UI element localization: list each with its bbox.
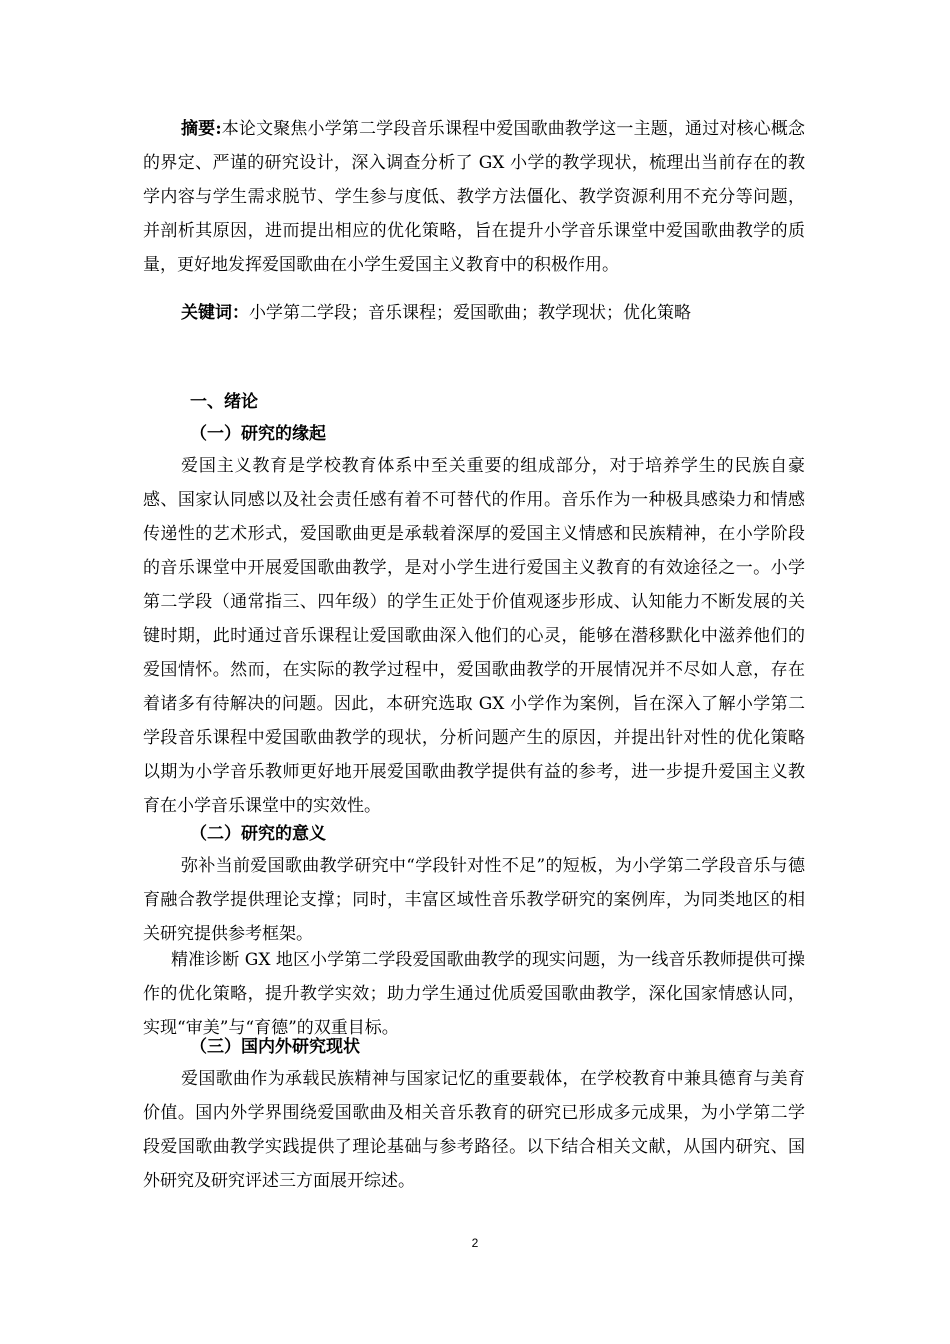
research-status-paragraph: 爱国歌曲作为承载民族精神与国家记忆的重要载体，在学校教育中兼具德育与美育价值。国内外学界围绕爱国歌曲及相关音乐教育的研究已形成多元成果，为小学第二学段爱国歌曲教学实践提供了理论基础与参考路径。以下结合相关文献，从国内研究、国外研究及研究评述三方面展开综述。 — [143, 1069, 805, 1191]
keywords-label: 关键词： — [181, 303, 249, 323]
page-number: 2 — [471, 1236, 479, 1250]
keywords-paragraph — [143, 296, 805, 330]
keywords-text: 小学第二学段；音乐课程；爱国歌曲；教学现状；优化策略 — [249, 303, 691, 323]
subsection-heading-research-status: （三）国内外研究现状 — [190, 1037, 360, 1057]
abstract-label: 摘要: — [181, 119, 222, 139]
origin-paragraph: 爱国主义教育是学校教育体系中至关重要的组成部分，对于培养学生的民族自豪感、国家认同感以及社会责任感有着不可替代的作用。音乐作为一种极具感染力和情感传递性的艺术形式，爱国歌曲更是承载着深厚的爱国主义情感和民族精神，在小学阶段的音乐课堂中开展爱国歌曲教学，是对小学生进行爱国主义教育的有效途径之一。小学第二学段（通常指三、四年级）的学生正处于价值观逐步形成、认知能力不断发展的关键时期，此时通过音乐课程让爱国歌曲深入他们的心灵，能够在潜移默化中滋养他们的爱国情怀。然而，在实际的教学过程中，爱国歌曲教学的开展情况并不尽如人意，存在着诸多有待解决的问题。因此，本研究选取 GX 小学作为案例，旨在深入了解小学第二学段音乐课程中爱国歌曲教学的现状，分析问题产生的原因，并提出针对性的优化策略以期为小学音乐教师更好地开展爱国歌曲教学提供有益的参考，进一步提升爱国主义教育在小学音乐课堂中的实效性。 — [143, 456, 805, 816]
abstract-paragraph — [143, 112, 805, 282]
significance-paragraph-theory: 弥补当前爱国歌曲教学研究中“学段针对性不足”的短板，为小学第二学段音乐与德育融合教学提供理论支撑；同时，丰富区域性音乐教学研究的案例库，为同类地区的相关研究提供参考框架。 — [143, 856, 805, 944]
abstract-text: 本论文聚焦小学第二学段音乐课程中爱国歌曲教学这一主题，通过对核心概念的界定、严谨的研究设计，深入调查分析了 GX 小学的教学现状，梳理出当前存在的教学内容与学生需求脱节、学生参与度低、教学方法僵化、教学资源利用不充分等问题，并剖析其原因，进而提出相应的优化策略，旨在提升小学音乐课堂中爱国歌曲教学的质量，更好地发挥爱国歌曲在小学生爱国主义教育中的积极作用。 — [143, 119, 805, 275]
subsection-heading-origin: （一）研究的缘起 — [190, 424, 326, 444]
significance-paragraph-practice: 精准诊断 GX 地区小学第二学段爱国歌曲教学的现实问题，为一线音乐教师提供可操作的优化策略，提升教学实效；助力学生通过优质爱国歌曲教学，深化国家情感认同，实现“审美”与“育德”的双重目标。 — [143, 950, 805, 1038]
section-heading-introduction: 一、绪论 — [190, 392, 258, 412]
subsection-heading-significance: （二）研究的意义 — [190, 824, 326, 844]
